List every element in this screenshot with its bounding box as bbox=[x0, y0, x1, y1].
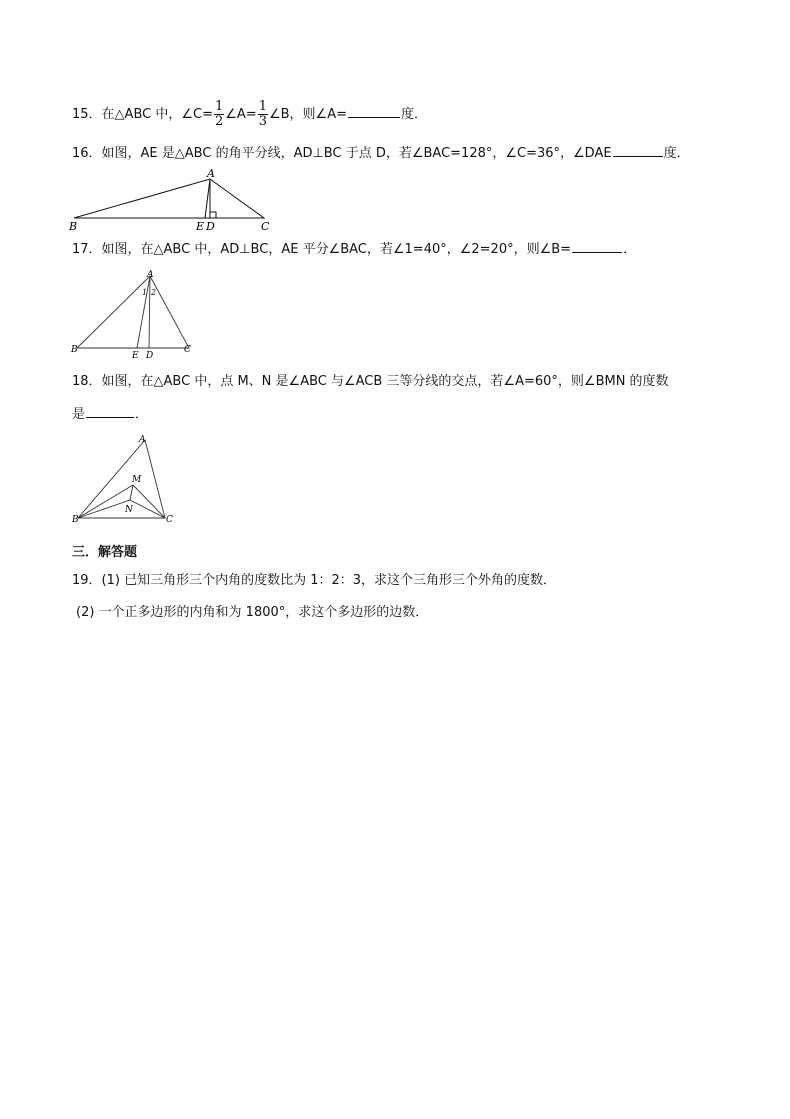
question-16 bbox=[72, 144, 690, 163]
q15-text-4: 度． bbox=[401, 107, 428, 122]
fraction-one-half: $\frac{1}{2}$ bbox=[214, 99, 224, 129]
figure-17-triangle bbox=[66, 268, 196, 360]
answer-blank-16 bbox=[613, 144, 663, 157]
fig16-label-A: A bbox=[207, 167, 215, 180]
fig17-label-C: C bbox=[184, 345, 191, 355]
q16-text: 16．如图，AE 是△ABC 的角平分线，AD⊥BC 于点 D，若∠BAC=128°，∠C=36°，∠DAE bbox=[72, 146, 612, 161]
figure-18-triangle bbox=[66, 430, 186, 526]
fig17-label-B: B bbox=[71, 345, 78, 355]
fig18-label-A: A bbox=[139, 435, 146, 445]
question-18-line-1 bbox=[72, 373, 669, 391]
fig18-label-M: M bbox=[132, 475, 142, 485]
question-19-part-1 bbox=[72, 572, 556, 590]
figure-16-triangle bbox=[66, 166, 286, 236]
fig18-label-B: B bbox=[72, 515, 79, 525]
fig18-label-C: C bbox=[166, 515, 173, 525]
question-18-line-2 bbox=[72, 405, 148, 424]
q17-text: 17．如图，在△ABC 中，AD⊥BC，AE 平分∠BAC，若∠1=40°，∠2=20°，则∠B= bbox=[72, 242, 572, 257]
question-15 bbox=[72, 100, 427, 129]
q18-tail: ． bbox=[135, 407, 149, 422]
q15-number: 15 bbox=[72, 107, 89, 122]
q18-text-2: 是 bbox=[72, 407, 86, 422]
q16-tail: 度． bbox=[663, 146, 690, 161]
fraction-one-third: $\frac{1}{3}$ bbox=[258, 99, 267, 129]
fig16-label-C: C bbox=[261, 220, 270, 233]
q15-text-3: ∠B，则∠A= bbox=[268, 107, 347, 122]
fig16-label-D: D bbox=[206, 220, 215, 233]
q17-tail: ． bbox=[623, 242, 637, 257]
question-17 bbox=[72, 240, 636, 259]
fig17-label-1: 1 bbox=[142, 288, 148, 297]
fig16-label-E: E bbox=[196, 220, 205, 233]
q15-text-1: ．在△ABC 中，∠C= bbox=[88, 107, 213, 122]
q15-text-2: ∠A= bbox=[225, 107, 257, 122]
fig17-label-D: D bbox=[146, 351, 154, 360]
fig18-label-N: N bbox=[125, 505, 133, 515]
answer-blank-17 bbox=[572, 240, 622, 253]
fig17-label-E: E bbox=[132, 351, 139, 360]
fig17-label-A: A bbox=[147, 270, 154, 280]
answer-blank-15 bbox=[348, 105, 400, 118]
section-heading-3: 三．解答题 bbox=[72, 545, 138, 560]
fig17-label-2: 2 bbox=[151, 288, 157, 297]
q19-part-2-text: (2) 一个正多边形的内角和为 1800°，求这个多边形的边数． bbox=[76, 605, 429, 620]
q18-text-1: 18．如图，在△ABC 中，点 M、N 是∠ABC 与∠ACB 三等分线的交点，若∠A=60°，则∠BMN 的度数 bbox=[72, 374, 669, 389]
q19-part-1-text: 19．(1) 已知三角形三个内角的度数比为 1：2：3，求这个三角形三个外角的度数． bbox=[72, 573, 557, 588]
question-19-part-2 bbox=[76, 604, 428, 622]
fig16-label-B: B bbox=[69, 220, 78, 233]
answer-blank-18 bbox=[86, 405, 134, 418]
